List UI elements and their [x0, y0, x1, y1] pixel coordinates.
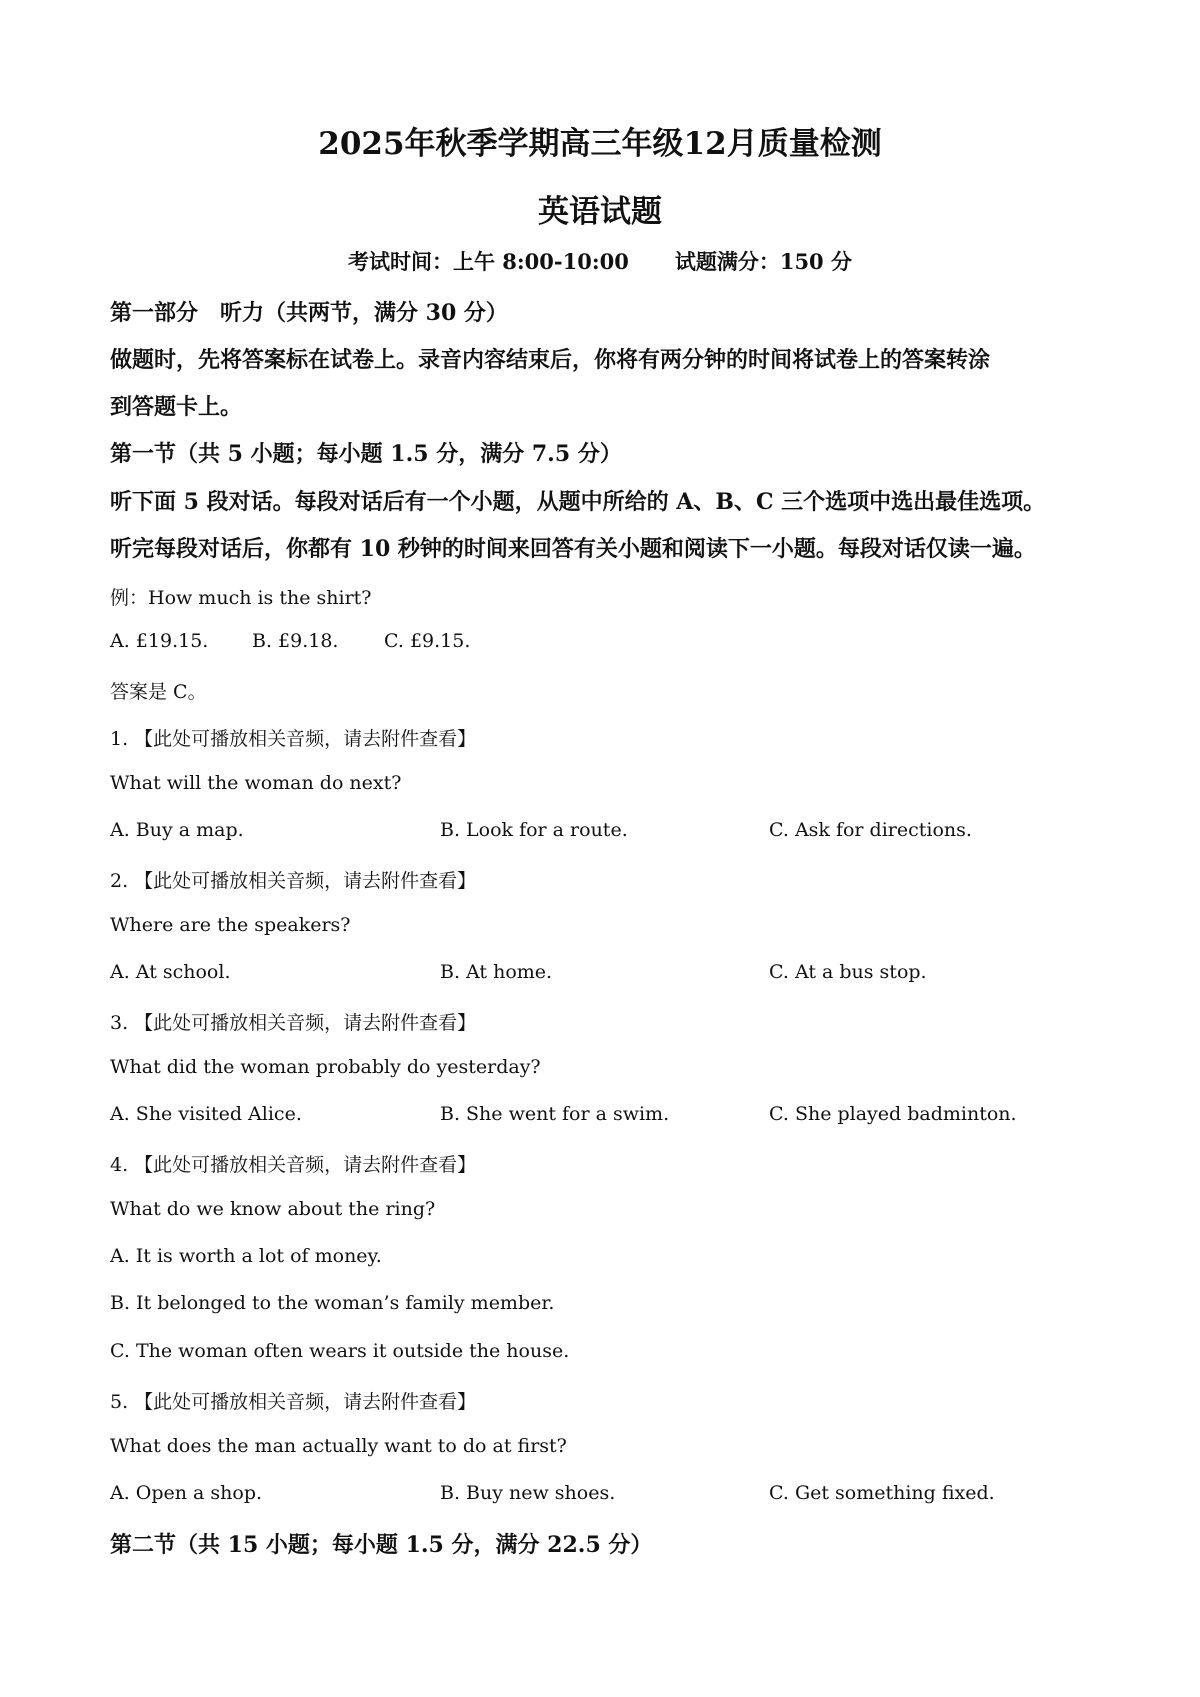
section1-instruction-line2: 听完每段对话后，你都有 10 秒钟的时间来回答有关小题和阅读下一小题。每段对话仅读一遍。 — [110, 536, 1036, 562]
option-c: C. At a bus stop. — [769, 961, 927, 983]
option-c: C. Ask for directions. — [769, 819, 972, 841]
example-answer: 答案是 C。 — [110, 681, 207, 703]
option-a: A. It is worth a lot of money. — [110, 1245, 382, 1267]
question-text: What do we know about the ring? — [110, 1198, 436, 1220]
option-c: C. The woman often wears it outside the house. — [110, 1340, 570, 1362]
option-b: B. Buy new shoes. — [440, 1482, 616, 1504]
question-number: 2. 【此处可播放相关音频，请去附件查看】 — [110, 870, 477, 892]
question-number: 5. 【此处可播放相关音频，请去附件查看】 — [110, 1391, 477, 1413]
exam-meta — [0, 246, 1200, 276]
question-text: What will the woman do next? — [110, 772, 402, 794]
example-option-a: A. £19.15. — [110, 630, 209, 652]
option-b: B. It belonged to the woman’s family member. — [110, 1292, 555, 1314]
question-number: 1. 【此处可播放相关音频，请去附件查看】 — [110, 728, 477, 750]
option-b: B. She went for a swim. — [440, 1103, 670, 1125]
option-a: A. She visited Alice. — [110, 1103, 302, 1125]
option-a: A. Buy a map. — [110, 819, 244, 841]
section1-instruction-line1: 听下面 5 段对话。每段对话后有一个小题，从题中所给的 A、B、C 三个选项中选出最佳选项。 — [110, 489, 1046, 515]
question-text: What does the man actually want to do at first? — [110, 1435, 567, 1457]
option-c: C. She played badminton. — [769, 1103, 1017, 1125]
option-c: C. Get something fixed. — [769, 1482, 995, 1504]
example-option-c: C. £9.15. — [384, 630, 471, 652]
question-text: Where are the speakers? — [110, 914, 351, 936]
subject-title: 英语试题 — [538, 194, 662, 230]
exam-title: 2025年秋季学期高三年级12月质量检测 — [318, 126, 882, 162]
option-b: B. Look for a route. — [440, 819, 628, 841]
example-option-b: B. £9.18. — [252, 630, 339, 652]
exam-time: 考试时间：上午 8:00-10:00 — [348, 249, 629, 274]
question-number: 3. 【此处可播放相关音频，请去附件查看】 — [110, 1012, 477, 1034]
section1-heading: 第一节（共 5 小题；每小题 1.5 分，满分 7.5 分） — [110, 441, 622, 467]
option-b: B. At home. — [440, 961, 553, 983]
example-question: 例：How much is the shirt? — [110, 587, 372, 609]
question-number: 4. 【此处可播放相关音频，请去附件查看】 — [110, 1154, 477, 1176]
option-a: A. At school. — [110, 961, 231, 983]
full-score: 试题满分：150 分 — [674, 249, 852, 274]
part1-instruction-line2: 到答题卡上。 — [110, 394, 243, 420]
section2-heading: 第二节（共 15 小题；每小题 1.5 分，满分 22.5 分） — [110, 1532, 653, 1558]
part1-instruction-line1: 做题时，先将答案标在试卷上。录音内容结束后，你将有两分钟的时间将试卷上的答案转涂 — [110, 347, 991, 373]
option-a: A. Open a shop. — [110, 1482, 263, 1504]
part1-heading: 第一部分 听力（共两节，满分 30 分） — [110, 300, 508, 326]
question-text: What did the woman probably do yesterday? — [110, 1056, 541, 1078]
